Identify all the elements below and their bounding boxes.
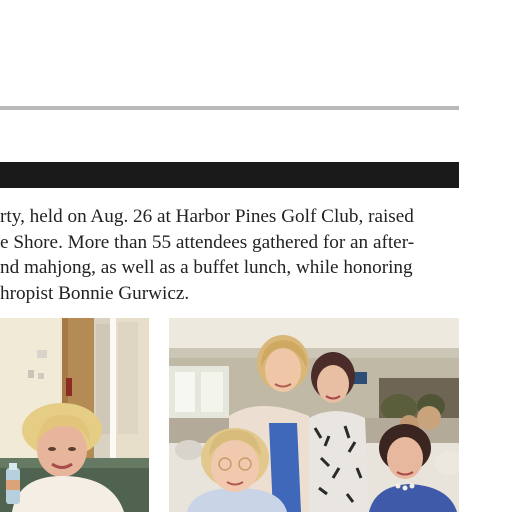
event-photo-left	[0, 318, 149, 512]
section-heading-bar	[0, 162, 459, 188]
event-photo-right	[169, 318, 459, 512]
article-line: e Shore. More than 55 attendees gathered for an after-	[0, 231, 415, 253]
article-body	[0, 204, 459, 306]
article-line: nd mahjong, as well as a buffet lunch, while honoring	[0, 257, 413, 278]
top-divider-rule	[0, 106, 459, 110]
article-line: hropist Bonnie Gurwicz.	[0, 282, 190, 304]
article-line: rty, held on Aug. 26 at Harbor Pines Golf Club, raised	[0, 206, 414, 227]
